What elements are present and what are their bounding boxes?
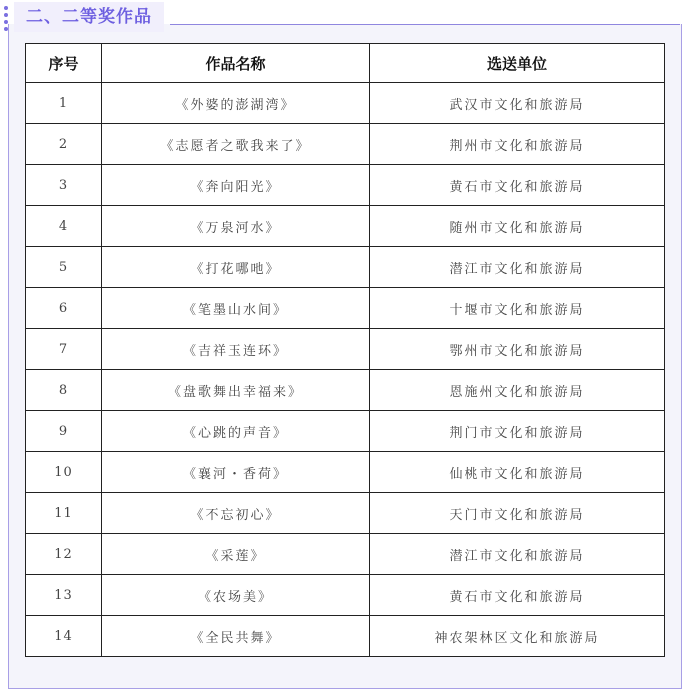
work-title: 《吉祥玉连环》 bbox=[102, 329, 370, 370]
table-row bbox=[26, 247, 665, 288]
row-number: 7 bbox=[26, 329, 102, 370]
work-title: 《奔向阳光》 bbox=[102, 165, 370, 206]
submitting-unit: 潜江市文化和旅游局 bbox=[370, 247, 665, 288]
table-row bbox=[26, 411, 665, 452]
submitting-unit: 神农架林区文化和旅游局 bbox=[370, 616, 665, 657]
submitting-unit: 仙桃市文化和旅游局 bbox=[370, 452, 665, 493]
submitting-unit: 荆州市文化和旅游局 bbox=[370, 124, 665, 165]
table-row bbox=[26, 493, 665, 534]
row-number: 10 bbox=[26, 452, 102, 493]
work-title: 《心跳的声音》 bbox=[102, 411, 370, 452]
submitting-unit: 恩施州文化和旅游局 bbox=[370, 370, 665, 411]
table-row bbox=[26, 616, 665, 657]
row-number: 3 bbox=[26, 165, 102, 206]
row-number: 11 bbox=[26, 493, 102, 534]
awards-table bbox=[25, 43, 665, 657]
row-number: 2 bbox=[26, 124, 102, 165]
row-number: 4 bbox=[26, 206, 102, 247]
dots-icon bbox=[4, 6, 10, 34]
row-number: 5 bbox=[26, 247, 102, 288]
submitting-unit: 随州市文化和旅游局 bbox=[370, 206, 665, 247]
work-title: 《外婆的澎湖湾》 bbox=[102, 83, 370, 124]
table-row bbox=[26, 534, 665, 575]
work-title: 《志愿者之歌我来了》 bbox=[102, 124, 370, 165]
table-row bbox=[26, 165, 665, 206]
header-work-title: 作品名称 bbox=[102, 44, 370, 83]
row-number: 8 bbox=[26, 370, 102, 411]
table-row bbox=[26, 124, 665, 165]
row-number: 1 bbox=[26, 83, 102, 124]
row-number: 6 bbox=[26, 288, 102, 329]
table-row bbox=[26, 83, 665, 124]
submitting-unit: 潜江市文化和旅游局 bbox=[370, 534, 665, 575]
work-title: 《万泉河水》 bbox=[102, 206, 370, 247]
row-number: 13 bbox=[26, 575, 102, 616]
table-row bbox=[26, 370, 665, 411]
work-title: 《不忘初心》 bbox=[102, 493, 370, 534]
table-row bbox=[26, 329, 665, 370]
work-title: 《盘歌舞出幸福来》 bbox=[102, 370, 370, 411]
row-number: 9 bbox=[26, 411, 102, 452]
table-row bbox=[26, 288, 665, 329]
row-number: 12 bbox=[26, 534, 102, 575]
work-title: 《农场美》 bbox=[102, 575, 370, 616]
work-title: 《笔墨山水间》 bbox=[102, 288, 370, 329]
row-number: 14 bbox=[26, 616, 102, 657]
work-title: 《打花哪吔》 bbox=[102, 247, 370, 288]
header-submitting-unit: 选送单位 bbox=[370, 44, 665, 83]
work-title: 《襄河・香荷》 bbox=[102, 452, 370, 493]
submitting-unit: 十堰市文化和旅游局 bbox=[370, 288, 665, 329]
table-header-row bbox=[26, 44, 665, 83]
submitting-unit: 黄石市文化和旅游局 bbox=[370, 575, 665, 616]
section-title: 二、二等奖作品 bbox=[14, 2, 164, 32]
submitting-unit: 黄石市文化和旅游局 bbox=[370, 165, 665, 206]
work-title: 《采莲》 bbox=[102, 534, 370, 575]
table-row bbox=[26, 206, 665, 247]
submitting-unit: 武汉市文化和旅游局 bbox=[370, 83, 665, 124]
table-row bbox=[26, 575, 665, 616]
header-number: 序号 bbox=[26, 44, 102, 83]
submitting-unit: 荆门市文化和旅游局 bbox=[370, 411, 665, 452]
work-title: 《全民共舞》 bbox=[102, 616, 370, 657]
title-divider bbox=[170, 24, 680, 25]
table-row bbox=[26, 452, 665, 493]
submitting-unit: 鄂州市文化和旅游局 bbox=[370, 329, 665, 370]
submitting-unit: 天门市文化和旅游局 bbox=[370, 493, 665, 534]
